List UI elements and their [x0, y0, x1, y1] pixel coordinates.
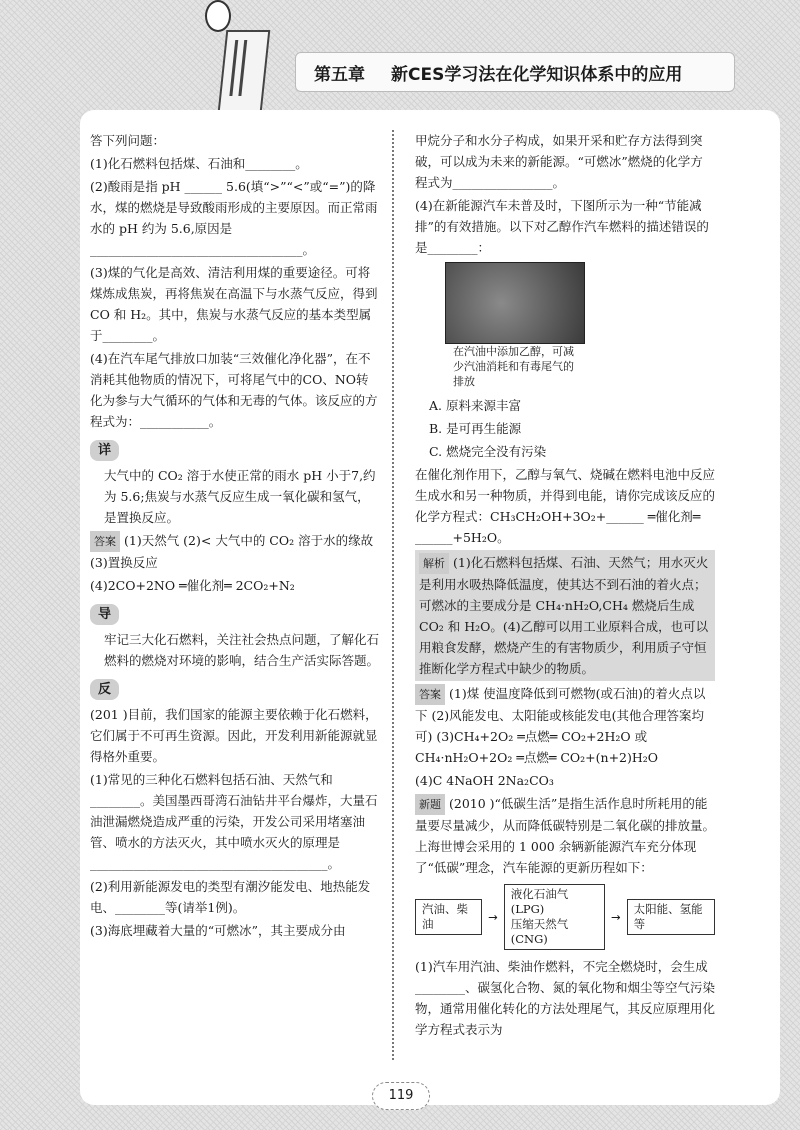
tag-xiang: 详 [90, 440, 119, 461]
clock-icon [205, 0, 231, 32]
option-b: B. 是可再生能源 [429, 421, 522, 436]
building-icon [218, 30, 271, 112]
practice-q2: (2)利用新能源发电的类型有潮汐能发电、地热能发电、________等(请举1例)。 [90, 879, 371, 915]
energy-flow [415, 884, 715, 950]
new-question-1: (1)汽车用汽油、柴油作燃料，不完全燃烧时，会生成________、碳氢化合物、氮的氧化物和烟尘等空气污染物，通常用催化转化的方法处理尾气，其反应原理用化学方程式表示为 [415, 959, 716, 1037]
page-number: 119 [372, 1082, 430, 1110]
question-intro: 答下列问题： [90, 133, 166, 148]
answer-label: 答案 [90, 531, 120, 552]
column-divider [392, 130, 400, 1060]
question-3: (3)煤的气化是高效、清洁利用煤的重要途径。可将煤炼成焦炭，再将焦炭在高温下与水蒸气反应，得到 CO 和 H₂。其中，焦炭与水蒸气反应的基本类型属于________。 [90, 265, 378, 343]
equation-question: 在催化剂作用下，乙醇与氧气、烧碱在燃料电池中反应生成水和另一种物质，并得到电能，请你完成该反应的化学方程式：CH₃CH₂OH+3O₂+______ ═催化剂═ ______+5H₂O。 [415, 467, 716, 545]
analysis-label: 解析 [419, 553, 449, 574]
arrow-icon: → [488, 909, 498, 924]
option-c: C. 燃烧完全没有污染 [429, 444, 547, 459]
answer-right-2: (4)C 4NaOH 2Na₂CO₃ [415, 773, 554, 788]
guide-text: 牢记三大化石燃料，关注社会热点问题，了解化石燃料的燃烧对环境的影响，结合生产活实际答题。 [104, 632, 380, 668]
answer-label-right: 答案 [415, 684, 445, 705]
flow-cng: 压缩天然气(CNG) [510, 917, 569, 946]
practice-intro: (201 )目前，我们国家的能源主要依赖于化石燃料，它们属于不可再生资源。因此，开发利用新能源就显得格外重要。 [90, 707, 378, 764]
question-1: (1)化石燃料包括煤、石油和________。 [90, 156, 308, 171]
flow-box-gasoline: 汽油、柴油 [415, 899, 482, 935]
explanation-text: 大气中的 CO₂ 溶于水使正常的雨水 pH 小于7,约为 5.6;焦炭与水蒸气反应生成一氧化碳和氢气，是置换反应。 [104, 468, 376, 525]
tag-fan: 反 [90, 679, 119, 700]
fuel-photo [445, 262, 585, 344]
chapter-header [295, 52, 735, 92]
right-column [415, 130, 715, 1042]
answer-2: (4)2CO+2NO ═催化剂═ 2CO₂+N₂ [90, 578, 295, 593]
question-4: (4)在汽车尾气排放口加装“三效催化净化器”，在不消耗其他物质的情况下，可将尾气中的CO、NO转化为参与大气循环的气体和无毒的气体。该反应的方程式为：___________。 [90, 351, 378, 429]
answer-1: (1)天然气 (2)< 大气中的 CO₂ 溶于水的缘故 (3)置换反应 [90, 533, 374, 570]
flow-box-gas [504, 884, 605, 950]
arrow-icon: → [611, 909, 621, 924]
analysis-text: (1)化石燃料包括煤、石油、天然气；用水灭火是利用水吸热降低温度，使其达不到石油的着火点；可燃冰的主要成分是 CH₄·nH₂O,CH₄ 燃烧后生成 CO₂ 和 H₂O。(4)乙醇可以用工业原料合成，也可以用粮食发酵，燃烧产生的有害物质少，利用质子守恒推断化学方程式中缺少的物质。 [419, 555, 709, 676]
new-question-text: (2010 )“低碳生活”是指生活作息时所耗用的能量要尽量减少，从而降低碳特别是二氧化碳的排放量。上海世博会采用的 1 000 余辆新能源汽车充分体现了“低碳”理念，汽车能源的更新历程如下： [415, 796, 716, 875]
practice-q1: (1)常见的三种化石燃料包括石油、天然气和________。美国墨西哥湾石油钻井平台爆炸，大量石油泄漏燃烧造成严重的污染，开发公司采用堵塞油管、喷水的方法灭火，其中喷水灭火的原理是______________________________________。 [90, 772, 378, 871]
option-a: A. 原料来源丰富 [429, 398, 521, 413]
photo-caption: 在汽油中添加乙醇，可减少汽油消耗和有毒尾气的排放 [453, 345, 574, 388]
flow-lpg: 液化石油气(LPG) [510, 887, 569, 916]
flow-box-solar: 太阳能、氢能等 [627, 899, 715, 935]
left-column [90, 130, 380, 943]
chapter-title: 新CES学习法在化学知识体系中的应用 [391, 64, 683, 85]
tag-dao: 导 [90, 604, 119, 625]
question-2: (2)酸雨是指 pH ______ 5.6(填“>”“<”或“=”)的降水，煤的燃烧是导致酸雨形成的主要原因。而正常雨水的 pH 约为 5.6,原因是__________________________________。 [90, 179, 378, 257]
practice-q4: (4)在新能源汽车未普及时，下图所示为一种“节能减排”的有效措施。以下对乙醇作汽车燃料的描述错误的是________： [415, 198, 709, 255]
practice-q3-cont: 甲烷分子和水分子构成，如果开采和贮存方法得到突破，可以成为未来的新能源。“可燃冰”燃烧的化学方程式为________________。 [415, 133, 703, 190]
answer-right-1: (1)煤 使温度降低到可燃物(或石油)的着火点以下 (2)风能发电、太阳能或核能发电(其他合理答案均可) (3)CH₄+2O₂ ═点燃═ CO₂+2H₂O 或 CH₄·nH₂O+2O₂ ═点燃═ CO₂+(n+2)H₂O [415, 686, 706, 765]
practice-q3: (3)海底埋藏着大量的“可燃冰”，其主要成分由 [90, 923, 346, 938]
chapter-number: 第五章 [314, 64, 365, 85]
new-question-label: 新题 [415, 794, 445, 815]
figure [445, 262, 715, 391]
